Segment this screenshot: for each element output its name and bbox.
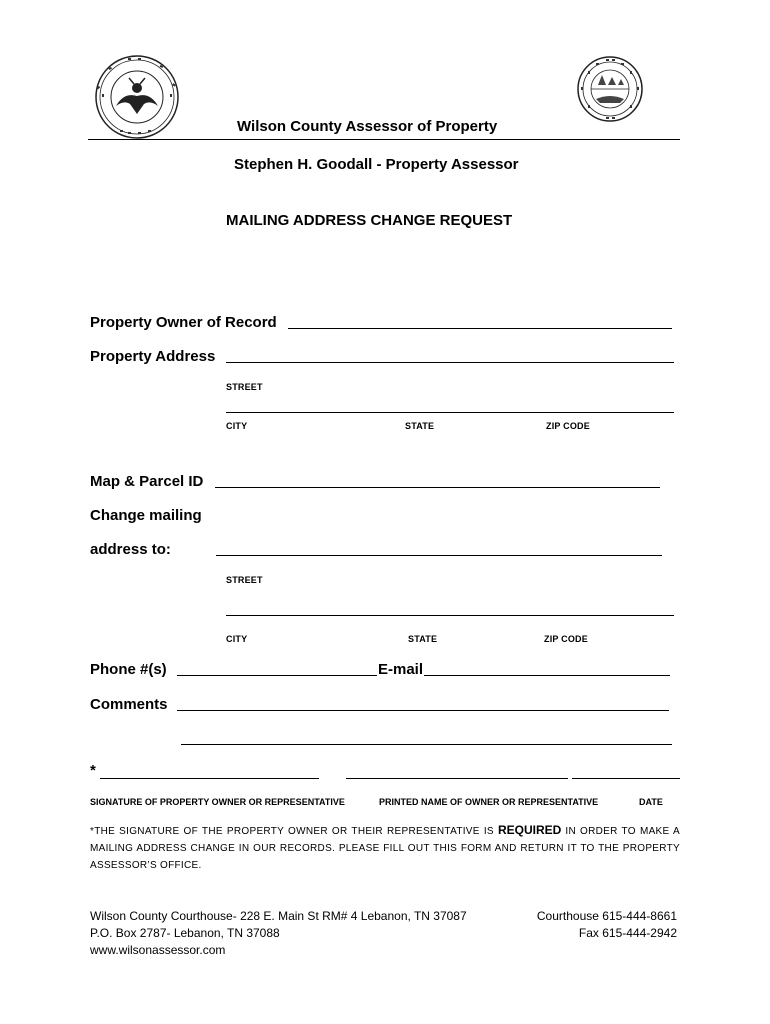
footer-website[interactable]: www.wilsonassessor.com [90, 943, 226, 957]
address-to-label: address to: [90, 541, 171, 558]
office-title: Wilson County Assessor of Property [237, 118, 498, 135]
comments-field-line-1[interactable] [177, 710, 669, 711]
property-city-state-zip-field[interactable] [226, 412, 674, 413]
new-zip-caption: ZIP CODE [544, 634, 588, 644]
date-field[interactable] [572, 778, 680, 779]
email-label: E-mail [378, 661, 424, 678]
footer-po-box: P.O. Box 2787- Lebanon, TN 37088 [90, 926, 280, 940]
footer-courthouse-address: Wilson County Courthouse- 228 E. Main St RM# 4 Lebanon, TN 37087 [90, 909, 467, 923]
date-caption: DATE [639, 797, 663, 807]
footer-contact-block [537, 908, 677, 942]
printed-name-field[interactable] [346, 778, 568, 779]
note-text-part-1: *THE SIGNATURE OF THE PROPERTY OWNER OR THEIR REPRESENTATIVE IS [90, 826, 498, 837]
comments-label: Comments [90, 696, 168, 713]
owner-field[interactable] [288, 328, 672, 329]
note-required-emphasis: REQUIRED [497, 823, 562, 837]
note-text-part-2: IN ORDER TO MAKE A MAILING ADDRESS CHANGE IN OUR RECORDS. PLEASE FILL OUT THIS FORM AND RETURN IT TO THE PROPERTY ASSESSOR’S OFFICE. [90, 826, 680, 871]
property-city-caption: CITY [226, 421, 248, 431]
change-mailing-label: Change mailing [90, 507, 202, 524]
footer-fax: Fax 615-444-2942 [578, 926, 677, 940]
signature-asterisk: * [90, 762, 96, 779]
new-street-caption: STREET [226, 575, 263, 585]
map-parcel-label: Map & Parcel ID [90, 473, 204, 490]
new-state-caption: STATE [408, 634, 438, 644]
signature-requirement-note [90, 822, 680, 874]
property-state-caption: STATE [405, 421, 435, 431]
comments-field-line-2[interactable] [181, 744, 672, 745]
property-street-caption: STREET [226, 382, 263, 392]
property-zip-caption: ZIP CODE [546, 421, 590, 431]
phone-field[interactable] [177, 675, 377, 676]
signature-field[interactable] [100, 778, 319, 779]
signature-caption: SIGNATURE OF PROPERTY OWNER OR REPRESENTATIVE [90, 797, 345, 807]
assessor-name: Stephen H. Goodall - Property Assessor [234, 156, 519, 173]
map-parcel-field[interactable] [215, 487, 660, 488]
new-city-caption: CITY [226, 634, 248, 644]
footer-address-block [90, 908, 467, 959]
property-address-label: Property Address [90, 348, 216, 365]
header-rule [88, 139, 680, 140]
new-street-field[interactable] [216, 555, 662, 556]
new-city-state-zip-field[interactable] [226, 615, 674, 616]
owner-label: Property Owner of Record [90, 314, 277, 331]
phone-label: Phone #(s) [90, 661, 167, 678]
printed-name-caption: PRINTED NAME OF OWNER OR REPRESENTATIVE [379, 797, 599, 807]
wilson-county-seal [94, 54, 180, 140]
form-title: MAILING ADDRESS CHANGE REQUEST [226, 212, 513, 229]
footer-phone: Courthouse 615-444-8661 [536, 909, 677, 923]
tennessee-state-seal [576, 55, 644, 123]
email-field[interactable] [424, 675, 670, 676]
property-street-field[interactable] [226, 362, 674, 363]
